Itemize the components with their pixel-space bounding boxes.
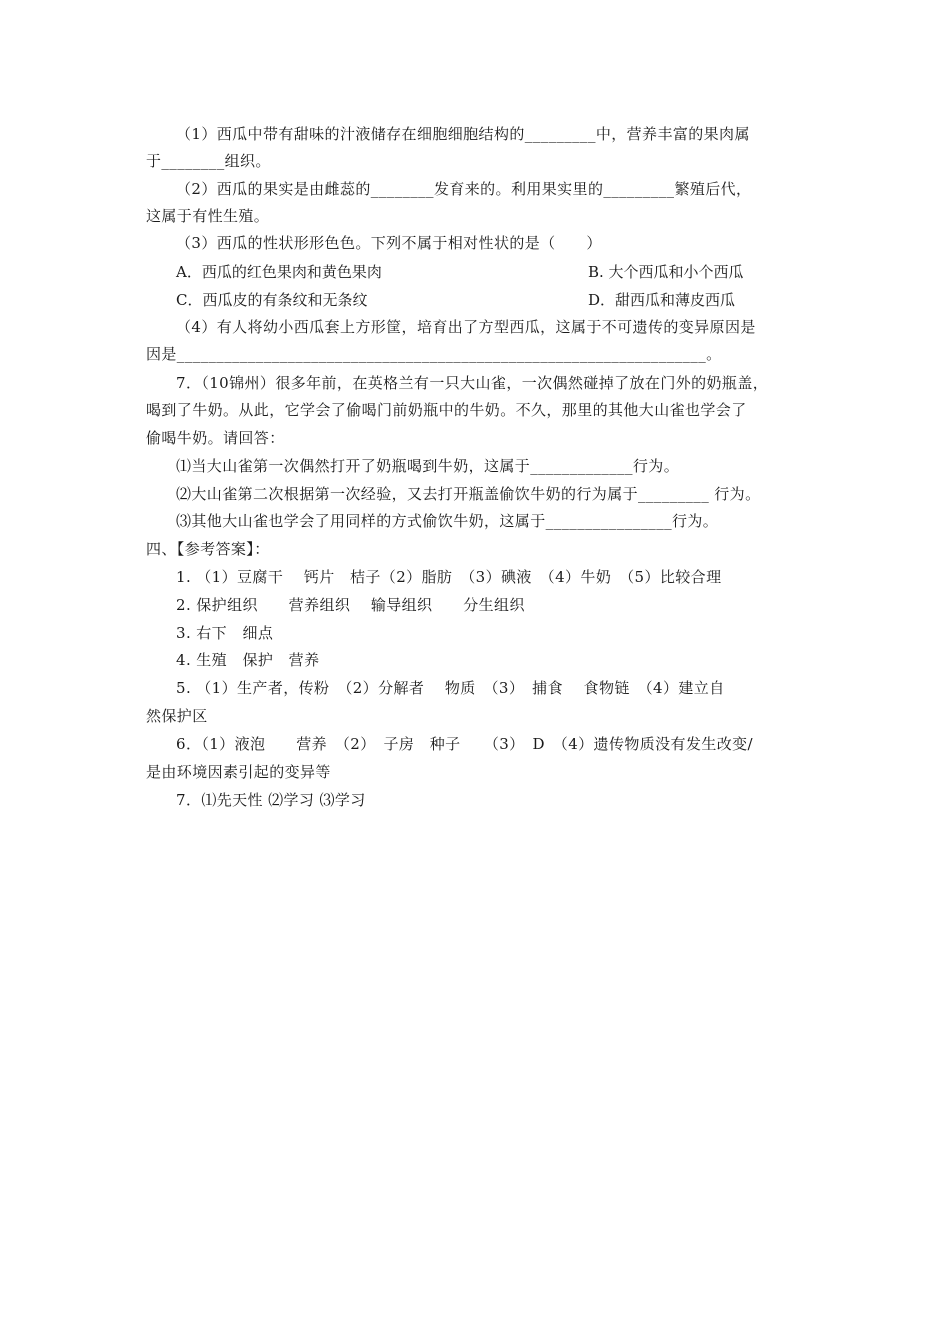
q6-part4-line1: （4）有人将幼小西瓜套上方形筐，培育出了方型西瓜，这属于不可遗传的变异原因是 — [176, 318, 756, 336]
option-c: C．西瓜皮的有条纹和无条纹 — [176, 291, 368, 309]
answer-7: 7．⑴先天性 ⑵学习 ⑶学习 — [176, 791, 366, 809]
answer-2: 2. 保护组织 营养组织 输导组织 分生组织 — [176, 596, 525, 614]
answer-5-line2: 然保护区 — [146, 707, 208, 725]
q6-part2-line1: （2）西瓜的果实是由雌蕊的________发育来的。利用果实里的_________繁殖后代， — [176, 180, 752, 198]
q7-sub2: ⑵大山雀第二次根据第一次经验，又去打开瓶盖偷饮牛奶的行为属于_________ 行为。 — [176, 485, 761, 503]
answer-3: 3. 右下 细点 — [176, 624, 274, 642]
q6-part3: （3）西瓜的性状形形色色。下列不属于相对性状的是（ ） — [176, 234, 602, 252]
option-d: D．甜西瓜和薄皮西瓜 — [588, 291, 736, 309]
answer-1: 1. （1）豆腐干 钙片 桔子（2）脂肪 （3）碘液 （4）牛奶 （5）比较合理 — [176, 568, 722, 586]
answer-6-line2: 是由环境因素引起的变异等 — [146, 763, 331, 781]
q6-part2-line2: 这属于有性生殖。 — [146, 207, 270, 225]
q7-sub3: ⑶其他大山雀也学会了用同样的方式偷饮牛奶，这属于________________行为。 — [176, 512, 719, 530]
answers-heading: 四、【参考答案】： — [146, 540, 270, 558]
q6-part4-line2: 因是___________________________________________________________________。 — [146, 345, 722, 363]
option-a: A．西瓜的红色果肉和黄色果肉 — [176, 263, 382, 281]
q6-part1-line2: 于________组织。 — [146, 152, 271, 170]
q6-part1-line1: （1）西瓜中带有甜味的汁液储存在细胞细胞结构的_________中，营养丰富的果肉属 — [176, 125, 750, 143]
q7-stem-line2: 喝到了牛奶。从此，它学会了偷喝门前奶瓶中的牛奶。不久，那里的其他大山雀也学会了 — [146, 401, 747, 419]
answer-6-line1: 6．（1）液泡 营养 （2） 子房 种子 （3） D （4）遗传物质没有发生改变/ — [176, 735, 754, 753]
q7-sub1: ⑴当大山雀第一次偶然打开了奶瓶喝到牛奶，这属于_____________行为。 — [176, 457, 680, 475]
answer-5-line1: 5. （1）生产者，传粉 （2）分解者 物质 （3） 捕食 食物链 （4）建立自 — [176, 679, 725, 697]
option-b: B. 大个西瓜和小个西瓜 — [588, 263, 744, 281]
q7-stem-line3: 偷喝牛奶。请回答： — [146, 429, 285, 447]
q7-stem-line1: 7．（10锦州）很多年前，在英格兰有一只大山雀，一次偶然碰掉了放在门外的奶瓶盖， — [176, 374, 769, 392]
answer-4: 4. 生殖 保护 营养 — [176, 651, 320, 669]
